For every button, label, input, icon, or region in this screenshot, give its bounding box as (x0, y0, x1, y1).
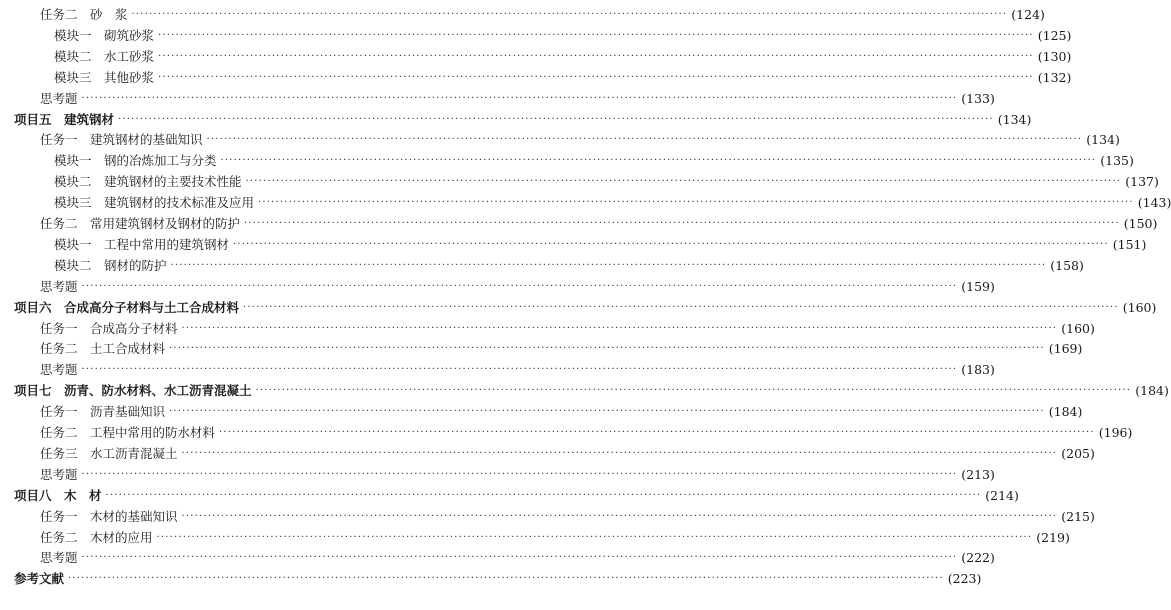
dot-leader: ········································································································································································································ (181, 322, 1058, 334)
dot-leader: ········································································································································································································ (245, 176, 1122, 188)
dot-leader: ········································································································································································································ (244, 218, 1120, 229)
toc-entry-page-number: (205) (1061, 445, 1095, 461)
dot-leader: ········································································································································································································ (169, 343, 1045, 355)
dot-leader: ········································································································································································································ (243, 301, 1119, 313)
toc-entry-page-number: (219) (1036, 529, 1070, 545)
toc-entry-title: 任务二 土工合成材料 (40, 341, 166, 357)
toc-entry-title: 思考题 (40, 278, 78, 294)
dot-leader: ········································································································································································································ (181, 510, 1058, 522)
toc-entry-title: 任务一 沥青基础知识 (40, 404, 166, 420)
toc-entry[interactable] (0, 150, 1134, 171)
toc-entry-title: 模块三 建筑钢材的技术标准及应用 (54, 195, 255, 211)
toc-entry-title: 思考题 (40, 90, 78, 106)
toc-entry-page-number: (215) (1061, 508, 1095, 524)
toc-entry[interactable] (0, 255, 1084, 276)
toc-entry-page-number: (132) (1037, 69, 1072, 85)
toc-entry-page-number: (214) (985, 487, 1019, 503)
toc-entry[interactable] (0, 192, 1171, 213)
toc-entry-title: 模块一 钢的冶炼加工与分类 (54, 153, 217, 169)
toc-entry-page-number: (196) (1098, 425, 1133, 440)
toc-entry-page-number: (169) (1048, 341, 1083, 357)
toc-entry-page-number: (213) (961, 466, 995, 482)
dot-leader: ········································································································································································································ (181, 447, 1058, 459)
toc-entry-title: 思考题 (40, 362, 78, 378)
dot-leader: ········································································································································································································ (158, 50, 1034, 62)
toc-entry-page-number: (158) (1050, 257, 1084, 273)
toc-entry[interactable] (0, 46, 1072, 67)
dot-leader: ········································································································································································································ (158, 71, 1034, 83)
toc-entry-page-number: (130) (1037, 48, 1072, 64)
toc-entry-page-number: (223) (947, 571, 982, 587)
toc-entry[interactable] (0, 506, 1095, 527)
dot-leader: ········································································································································································································ (258, 197, 1134, 209)
toc-entry-page-number: (160) (1061, 320, 1095, 336)
toc-entry-title: 项目六 合成高分子材料与土工合成材料 (14, 299, 240, 315)
dot-leader: ········································································································································································································ (118, 113, 994, 125)
toc-entry[interactable] (0, 568, 982, 589)
toc-entry[interactable] (0, 547, 995, 568)
dot-leader: ········································································································································································································ (206, 134, 1083, 146)
toc-entry-page-number: (133) (961, 90, 995, 106)
dot-leader: ········································································································································································································ (81, 92, 958, 104)
toc-entry[interactable] (0, 25, 1072, 46)
toc-entry-page-number: (159) (961, 278, 995, 294)
dot-leader: ········································································································································································································ (105, 489, 982, 501)
toc-entry-title: 模块三 其他砂浆 (54, 69, 155, 85)
toc-entry-title: 任务二 工程中常用的防水材料 (40, 425, 216, 440)
toc-entry-page-number: (134) (1086, 132, 1120, 148)
dot-leader: ········································································································································································································ (68, 573, 944, 585)
toc-entry[interactable] (0, 4, 1045, 25)
toc-entry-page-number: (124) (1011, 7, 1045, 22)
dot-leader: ········································································································································································································ (131, 9, 1008, 20)
toc-entry-page-number: (160) (1122, 299, 1157, 315)
toc-entry-page-number: (134) (997, 111, 1032, 127)
toc-entry-title: 模块二 钢材的防护 (54, 257, 167, 273)
toc-entry-title: 模块一 砌筑砂浆 (54, 27, 155, 43)
toc-entry-page-number: (183) (961, 362, 995, 378)
toc-entry-page-number: (151) (1112, 236, 1147, 252)
toc-entry-title: 任务一 建筑钢材的基础知识 (40, 132, 203, 148)
dot-leader: ········································································································································································································ (233, 238, 1109, 250)
toc-entry-page-number: (222) (961, 550, 995, 566)
toc-entry-page-number: (184) (1135, 383, 1169, 399)
toc-entry-title: 任务三 水工沥青混凝土 (40, 445, 178, 461)
toc-entry[interactable] (0, 464, 995, 485)
dot-leader: ········································································································································································································ (81, 468, 958, 480)
toc-entry-page-number: (184) (1048, 404, 1083, 420)
toc-entry[interactable] (0, 213, 1158, 234)
toc-entry[interactable] (0, 527, 1070, 548)
dot-leader: ········································································································································································································ (158, 29, 1034, 41)
toc-entry[interactable] (0, 359, 995, 380)
toc-entry-title: 模块二 水工砂浆 (54, 48, 155, 64)
toc-entry-title: 项目八 木 材 (14, 487, 102, 503)
toc-entry-title: 模块一 工程中常用的建筑钢材 (54, 236, 230, 252)
toc-entry[interactable] (0, 318, 1095, 339)
toc-entry-title: 任务一 木材的基础知识 (40, 508, 178, 524)
dot-leader: ········································································································································································································ (81, 552, 958, 564)
toc-entry-page-number: (135) (1100, 153, 1134, 169)
toc-entry[interactable] (0, 171, 1159, 192)
toc-entry-title: 思考题 (40, 466, 78, 482)
toc-entry[interactable] (0, 234, 1147, 255)
toc-entry-page-number: (125) (1037, 27, 1072, 43)
toc-entry-title: 模块二 建筑钢材的主要技术性能 (54, 174, 242, 190)
toc-entry[interactable] (0, 109, 1032, 130)
toc-entry-title: 项目五 建筑钢材 (14, 111, 115, 127)
toc-entry[interactable] (0, 338, 1083, 359)
toc-entry-page-number: (150) (1123, 216, 1158, 231)
toc-entry[interactable] (0, 276, 995, 297)
toc-entry[interactable] (0, 129, 1120, 150)
toc-entry[interactable] (0, 297, 1157, 318)
toc-entry-title: 思考题 (40, 550, 78, 566)
toc-entry-title: 任务二 常用建筑钢材及钢材的防护 (40, 216, 241, 231)
toc-entry-page-number: (143) (1137, 195, 1171, 211)
dot-leader: ········································································································································································································ (219, 427, 1095, 438)
toc-entry[interactable] (0, 67, 1072, 88)
toc-entry[interactable] (0, 401, 1083, 422)
dot-leader: ········································································································································································································ (169, 406, 1045, 418)
dot-leader: ········································································································································································································ (81, 280, 958, 292)
toc-entry-page-number: (137) (1125, 174, 1159, 190)
toc-entry[interactable] (0, 380, 1169, 401)
dot-leader: ········································································································································································································ (220, 155, 1097, 167)
toc-entry[interactable] (0, 485, 1019, 506)
toc-entry-title: 参考文献 (14, 571, 65, 587)
dot-leader: ········································································································································································································ (255, 385, 1132, 397)
toc-entry-title: 任务一 合成高分子材料 (40, 320, 178, 336)
toc-entry-title: 任务二 砂 浆 (40, 7, 128, 22)
dot-leader: ········································································································································································································ (81, 364, 958, 376)
dot-leader: ········································································································································································································ (156, 531, 1033, 543)
dot-leader: ········································································································································································································ (170, 259, 1047, 271)
toc-entry[interactable] (0, 422, 1133, 443)
toc-entry[interactable] (0, 88, 995, 109)
toc-entry-title: 任务二 木材的应用 (40, 529, 153, 545)
toc-entry[interactable] (0, 443, 1095, 464)
toc-entry-title: 项目七 沥青、防水材料、水工沥青混凝土 (14, 383, 252, 399)
